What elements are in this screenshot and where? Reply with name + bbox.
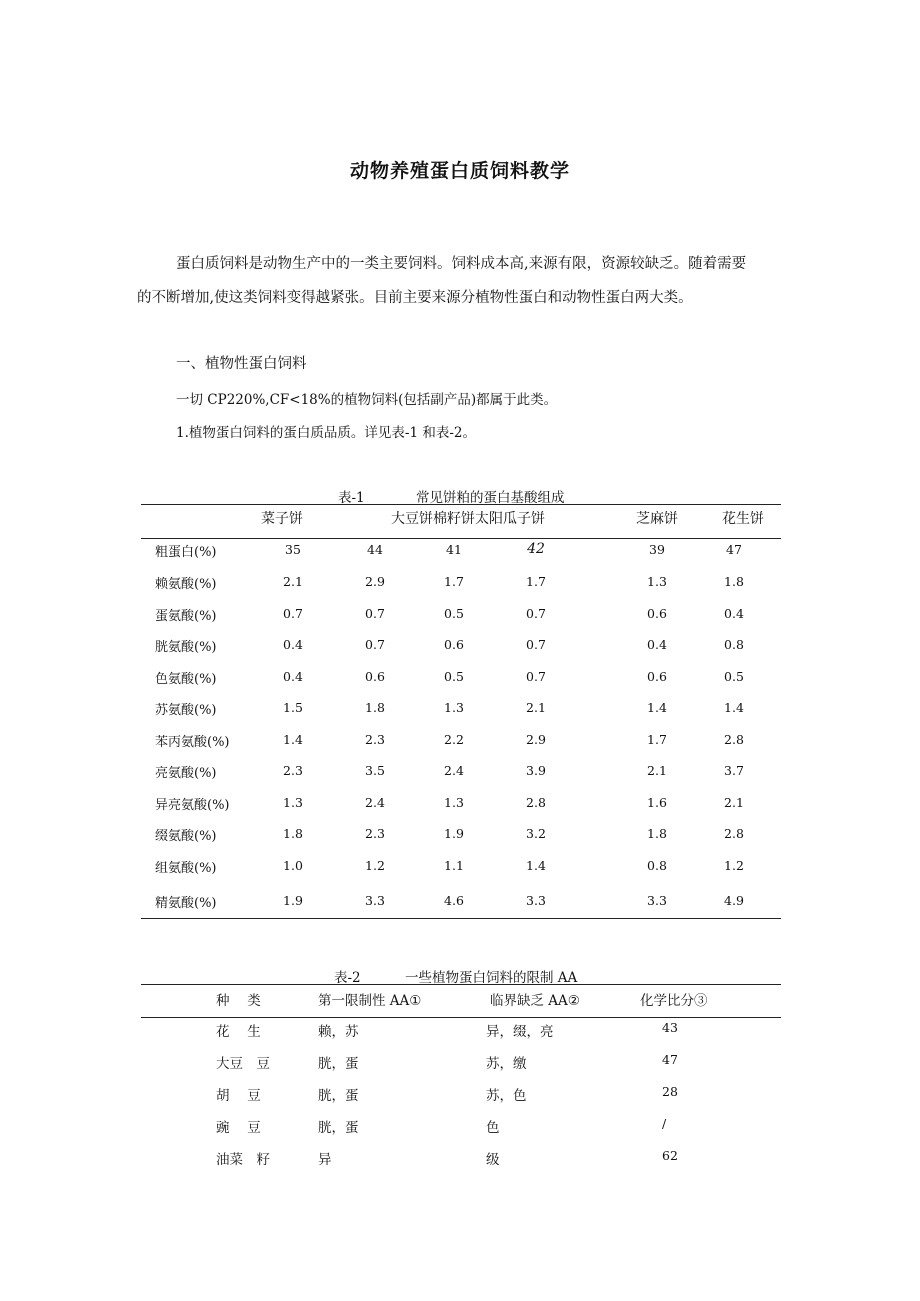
table-2-cell-kind: 花 生 <box>216 1024 261 1040</box>
table-1-header-group: 大豆饼棉籽饼太阳瓜子饼 <box>391 511 545 527</box>
table-1-cell: 0.4 <box>724 606 744 621</box>
table-1-cell: 0.4 <box>647 637 667 652</box>
table-1-cell: 1.4 <box>283 732 303 747</box>
table-1-cell: 0.7 <box>365 606 385 621</box>
table-1-header-rapeseed: 菜子饼 <box>261 511 303 527</box>
table-1-cell: 3.5 <box>365 763 385 778</box>
table-1-cell: 2.8 <box>526 795 546 810</box>
table-1-cell: 0.7 <box>526 669 546 684</box>
table-1-cell: 0.7 <box>365 637 385 652</box>
table-1-cell: 1.8 <box>647 826 667 841</box>
table-2-header-rule <box>141 1017 781 1018</box>
table-1-row-label: 粗蛋白(%) <box>155 545 217 560</box>
table-1-cell: 3.9 <box>526 763 546 778</box>
table-1-row-label: 蛋氨酸(%) <box>155 609 217 624</box>
table-2-header-score: 化学比分③ <box>640 993 708 1009</box>
table-1-row-label: 亮氨酸(%) <box>155 766 217 781</box>
table-2-cell-score: 47 <box>662 1052 678 1067</box>
table-1-cell: 0.6 <box>444 637 464 652</box>
table-1-cell: 1.2 <box>724 858 744 873</box>
table-1-cell: 1.9 <box>444 826 464 841</box>
table-2-cell-first: 异 <box>318 1152 332 1168</box>
table-1-cell: 0.4 <box>283 669 303 684</box>
table-1-caption-title: 常见饼粕的蛋白基酸组成 <box>416 490 565 506</box>
table-1-cell: 1.0 <box>283 858 303 873</box>
table-1-cell: 1.7 <box>647 732 667 747</box>
table-1-cell: 0.6 <box>647 606 667 621</box>
table-1-row-label: 异亮氨酸(%) <box>155 798 230 813</box>
section-heading: 一、植物性蛋白饲料 <box>176 356 307 372</box>
table-1-cell: 1.5 <box>283 700 303 715</box>
table-1-row-label: 苏氨酸(%) <box>155 703 217 718</box>
table-2-caption-number: 表-2 <box>334 970 361 986</box>
table-1-cell: 3.3 <box>647 893 667 908</box>
table-1-cell: 0.5 <box>444 606 464 621</box>
table-2-cell-critical: 异，缀，亮 <box>486 1024 554 1040</box>
table-1-cell: 3.3 <box>365 893 385 908</box>
table-1-row-label: 色氨酸(%) <box>155 672 217 687</box>
table-1-cell: 0.4 <box>283 637 303 652</box>
table-1-bottom-rule <box>141 918 781 919</box>
table-1-cell: 1.8 <box>283 826 303 841</box>
table-1-cell: 2.1 <box>724 795 744 810</box>
table-1-cell: 35 <box>285 542 301 557</box>
table-1-cell: 0.6 <box>365 669 385 684</box>
table-1-cell: 4.9 <box>724 893 744 908</box>
table-1-cell: 2.9 <box>526 732 546 747</box>
intro-line-2: 的不断增加,使这类饲料变得越紧张。目前主要来源分植物性蛋白和动物性蛋白两大类。 <box>137 290 693 306</box>
table-1-row-label: 赖氨酸(%) <box>155 577 217 592</box>
table-2-cell-first: 胱，蛋 <box>318 1088 359 1104</box>
table-1-row-label: 组氨酸(%) <box>155 861 217 876</box>
table-1-cell: 1.2 <box>365 858 385 873</box>
section-line-2: 1.植物蛋白饲料的蛋白质品质。详见表-1 和表-2。 <box>176 425 476 441</box>
table-1-cell: 0.6 <box>647 669 667 684</box>
table-2-top-rule <box>141 984 781 985</box>
table-1-cell: 0.5 <box>724 669 744 684</box>
table-1-cell: 1.4 <box>724 700 744 715</box>
table-1-cell: 2.3 <box>365 826 385 841</box>
table-1-cell: 1.8 <box>724 574 744 589</box>
table-1-cell: 2.4 <box>444 763 464 778</box>
table-1-cell: 41 <box>446 542 462 557</box>
table-1-cell: 1.1 <box>444 858 464 873</box>
table-1-cell: 2.4 <box>365 795 385 810</box>
table-1-cell: 0.7 <box>526 606 546 621</box>
table-1-cell: 1.3 <box>647 574 667 589</box>
table-2-cell-score: 28 <box>662 1084 678 1099</box>
table-1-cell: 2.3 <box>365 732 385 747</box>
table-1-cell: 2.1 <box>526 700 546 715</box>
table-1-cell: 2.1 <box>283 574 303 589</box>
table-1-cell: 3.2 <box>526 826 546 841</box>
table-1-cell: 1.9 <box>283 893 303 908</box>
table-2-cell-first: 胱，蛋 <box>318 1120 359 1136</box>
section-line-1: 一切 CP220%,CF<18%的植物饲料(包括副产品)都属于此类。 <box>176 392 558 408</box>
table-1-cell: 1.7 <box>526 574 546 589</box>
page-title: 动物养殖蛋白质饲料教学 <box>349 160 570 182</box>
table-1-cell: 0.7 <box>526 637 546 652</box>
table-1-header-sesame: 芝麻饼 <box>636 511 678 527</box>
table-1-cell: 1.4 <box>526 858 546 873</box>
table-2-cell-kind: 油菜 籽 <box>216 1152 270 1168</box>
table-2-cell-score: / <box>662 1116 667 1131</box>
table-1-caption-number: 表-1 <box>338 490 365 506</box>
table-2-cell-score: 62 <box>662 1148 678 1163</box>
table-1-cell: 3.3 <box>526 893 546 908</box>
table-2-header-first-limiting: 第一限制性 AA① <box>318 993 422 1009</box>
table-1-cell: 1.3 <box>444 795 464 810</box>
table-2-cell-critical: 苏，色 <box>486 1088 527 1104</box>
table-2-caption-title: 一些植物蛋白饲料的限制 AA <box>405 970 578 986</box>
table-1-cell: 0.7 <box>283 606 303 621</box>
table-1-cell: 2.9 <box>365 574 385 589</box>
table-1-cell: 2.2 <box>444 732 464 747</box>
table-1-cell: 3.7 <box>724 763 744 778</box>
table-1-cell: 1.8 <box>365 700 385 715</box>
table-1-cell: 1.7 <box>444 574 464 589</box>
table-2-cell-critical: 色 <box>486 1120 500 1136</box>
table-1-cell: 0.5 <box>444 669 464 684</box>
table-1-cell: 1.4 <box>647 700 667 715</box>
table-2-cell-kind: 大豆 豆 <box>216 1056 270 1072</box>
table-1-cell: 2.3 <box>283 763 303 778</box>
table-1-cell: 2.8 <box>724 826 744 841</box>
table-1-cell: 2.1 <box>647 763 667 778</box>
table-1-cell: 47 <box>726 542 742 557</box>
table-1-row-label: 胱氨酸(%) <box>155 640 217 655</box>
table-2-cell-critical: 级 <box>486 1152 500 1168</box>
table-1-row-label: 缀氨酸(%) <box>155 829 217 844</box>
table-2-cell-kind: 豌 豆 <box>216 1120 261 1136</box>
table-1-cell: 0.8 <box>647 858 667 873</box>
table-1-cell: 39 <box>649 542 665 557</box>
table-1-cell: 42 <box>527 541 545 557</box>
table-2-cell-score: 43 <box>662 1020 678 1035</box>
table-1-cell: 1.3 <box>444 700 464 715</box>
table-1-header-rule <box>141 538 781 539</box>
table-1-cell: 1.3 <box>283 795 303 810</box>
table-1-header-peanut: 花生饼 <box>722 511 764 527</box>
table-1-cell: 2.8 <box>724 732 744 747</box>
table-2-cell-critical: 苏，缴 <box>486 1056 527 1072</box>
table-2-header-kind: 种 类 <box>216 993 261 1009</box>
table-1-cell: 4.6 <box>444 893 464 908</box>
intro-line-1: 蛋白质饲料是动物生产中的一类主要饲料。饲料成本高,来源有限，资源较缺乏。随着需要 <box>176 256 747 272</box>
table-1-row-label: 苯丙氨酸(%) <box>155 735 230 750</box>
table-2-cell-first: 赖，苏 <box>318 1024 359 1040</box>
table-1-cell: 44 <box>367 542 383 557</box>
table-1-cell: 0.8 <box>724 637 744 652</box>
table-1-top-rule <box>141 504 781 505</box>
table-2-cell-kind: 胡 豆 <box>216 1088 261 1104</box>
table-1-row-label: 精氨酸(%) <box>155 896 217 911</box>
table-2-cell-first: 胱，蛋 <box>318 1056 359 1072</box>
table-1-cell: 1.6 <box>647 795 667 810</box>
table-2-header-critical: 临界缺乏 AA② <box>490 993 580 1009</box>
